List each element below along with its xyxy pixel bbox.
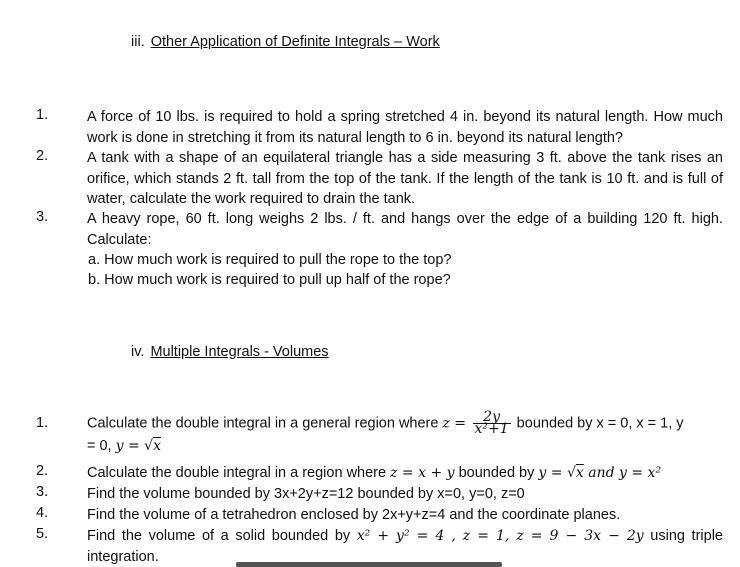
list-number: 1. — [36, 107, 49, 123]
fraction-denominator: x²+1 — [474, 421, 509, 437]
problem-text: Find the volume of a solid bounded by x² + y² = 4 , z = 1, z = 9 − 3x − 2y using triple integration. — [87, 528, 723, 565]
section-iii-title: Other Application of Definite Integrals – Work — [150, 34, 440, 50]
problem-text: A force of 10 lbs. is required to hold a spring stretched 4 in. beyond its natural length. How much work is done in stretching it from its natural length to 6 in. beyond its natural length? — [87, 109, 723, 146]
sqrt-arg: x — [153, 438, 161, 454]
math-z-xy: z = x + y — [390, 465, 455, 481]
list-number: 5. — [36, 526, 49, 542]
problem-text: A heavy rope, 60 ft. long weighs 2 lbs. / ft. and hangs over the edge of a building 120 ft. high. Calculate: — [87, 211, 723, 248]
problem-text: Calculate the double integral in a region where z = x + y bounded by y = √x and y = x² — [87, 465, 662, 481]
math-parabola: and y = x² — [583, 465, 662, 481]
problem-text: A tank with a shape of an equilateral triangle has a side measuring 3 ft. above the tank rises an orifice, which stands 2 ft. tall from the top of the tank. If the length of the tank is 10 ft. and is full of water, calculate the work required to drain the tank. — [87, 150, 723, 207]
math-y: y = — [115, 438, 145, 454]
list-number: 3. — [36, 209, 49, 225]
sqrt-symbol: √ — [566, 465, 576, 481]
list-number: 2. — [36, 463, 49, 479]
sqrt-symbol: √ — [144, 438, 154, 454]
section-iii-numeral: iii. — [131, 34, 145, 50]
fraction — [473, 409, 511, 437]
problem-text: Find the volume of a tetrahedron enclosed by 2x+y+z=4 and the coordinate planes. — [87, 507, 621, 523]
section-iv-numeral: iv. — [131, 344, 145, 360]
horizontal-scrollbar-thumb[interactable] — [236, 562, 502, 567]
problem-text: Find the volume bounded by 3x+2y+z=12 bounded by x=0, y=0, z=0 — [87, 486, 525, 502]
fraction-numerator: 2y — [473, 412, 511, 424]
list-number: 2. — [36, 148, 49, 164]
list-number: 4. — [36, 505, 49, 521]
subquestion-a: a. How much work is required to pull the rope to the top? — [88, 252, 452, 268]
list-number: 3. — [36, 484, 49, 500]
math-y: y = — [538, 465, 567, 481]
problem-text: Calculate the double integral in a general region where z = $\frac{2y}{\text{x²+1}}$ bounded by x = 0, x = 1, y = 0, y = √x — [87, 409, 684, 454]
section-iv-title: Multiple Integrals - Volumes — [150, 344, 329, 360]
sqrt-arg: x — [575, 465, 584, 481]
list-number: 1. — [36, 415, 49, 431]
section-iv-heading — [131, 344, 329, 360]
math-bounds: x² + y² = 4 , z = 1, z = 9 − 3x − 2y — [356, 528, 644, 544]
subquestion-b: b. How much work is required to pull up half of the rope? — [88, 272, 451, 288]
section-iii-heading — [131, 34, 440, 50]
math-z: z = — [442, 415, 471, 432]
